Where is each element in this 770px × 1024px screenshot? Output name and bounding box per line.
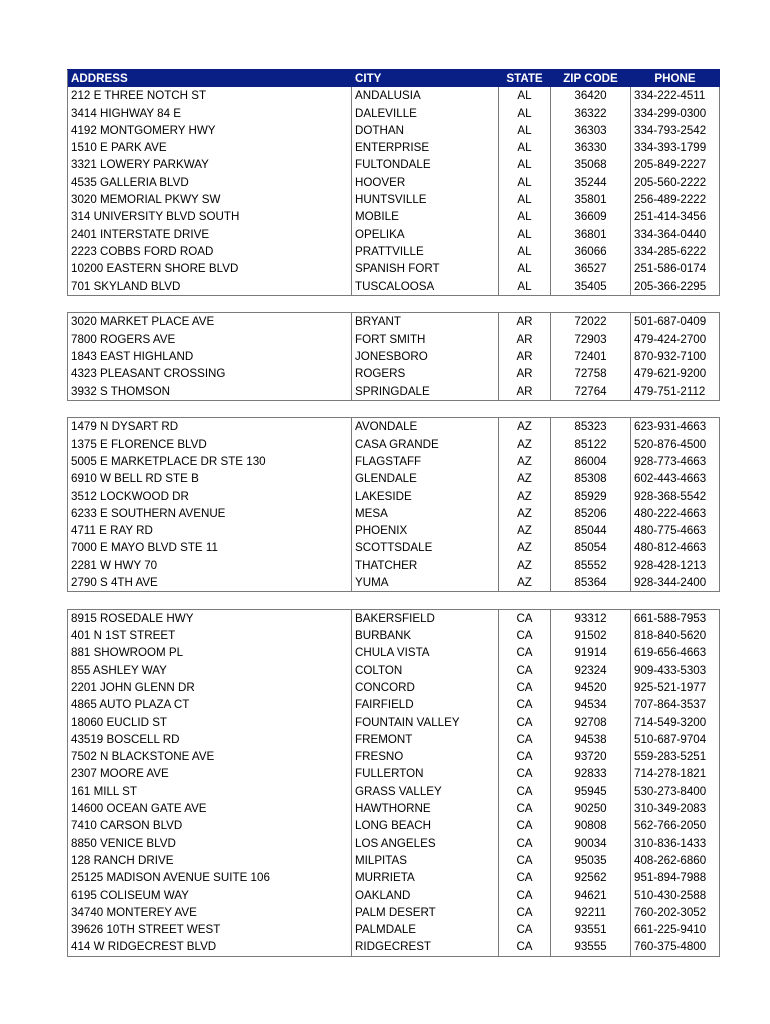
table-row [68, 174, 720, 191]
phone-cell: 408-262-6860 [631, 852, 720, 869]
zip-cell: 90808 [551, 817, 631, 834]
address-cell: 161 MILL ST [68, 783, 352, 800]
table-row [68, 470, 720, 487]
city-cell: HUNTSVILLE [352, 191, 499, 208]
table-body [68, 87, 720, 956]
state-cell: CA [499, 938, 551, 956]
address-cell: 2401 INTERSTATE DRIVE [68, 226, 352, 243]
header-state: STATE [499, 70, 551, 88]
city-cell: ROGERS [352, 365, 499, 382]
phone-cell: 501-687-0409 [631, 313, 720, 331]
state-cell: CA [499, 748, 551, 765]
phone-cell: 205-849-2227 [631, 156, 720, 173]
phone-cell: 334-222-4511 [631, 87, 720, 104]
city-cell: MESA [352, 505, 499, 522]
address-cell: 2223 COBBS FORD ROAD [68, 243, 352, 260]
state-cell: AZ [499, 418, 551, 436]
zip-cell: 93720 [551, 748, 631, 765]
address-cell: 212 E THREE NOTCH ST [68, 87, 352, 104]
table-row [68, 505, 720, 522]
table-row [68, 714, 720, 731]
phone-cell: 928-368-5542 [631, 488, 720, 505]
spacer-cell [68, 400, 720, 418]
address-cell: 25125 MADISON AVENUE SUITE 106 [68, 869, 352, 886]
zip-cell: 36801 [551, 226, 631, 243]
zip-cell: 72903 [551, 331, 631, 348]
city-cell: YUMA [352, 574, 499, 592]
table-row [68, 418, 720, 436]
address-cell: 6910 W BELL RD STE B [68, 470, 352, 487]
city-cell: FULTONDALE [352, 156, 499, 173]
city-cell: MILPITAS [352, 852, 499, 869]
table-row [68, 488, 720, 505]
phone-cell: 310-349-2083 [631, 800, 720, 817]
phone-cell: 480-775-4663 [631, 522, 720, 539]
zip-cell: 72022 [551, 313, 631, 331]
state-cell: CA [499, 662, 551, 679]
phone-cell: 661-588-7953 [631, 609, 720, 627]
table-row [68, 139, 720, 156]
phone-cell: 714-549-3200 [631, 714, 720, 731]
city-cell: CASA GRANDE [352, 436, 499, 453]
city-cell: BURBANK [352, 627, 499, 644]
table-row [68, 226, 720, 243]
state-cell: CA [499, 765, 551, 782]
zip-cell: 36420 [551, 87, 631, 104]
state-cell: AZ [499, 557, 551, 574]
zip-cell: 90034 [551, 835, 631, 852]
address-cell: 4323 PLEASANT CROSSING [68, 365, 352, 382]
table-row [68, 783, 720, 800]
table-row [68, 644, 720, 661]
zip-cell: 35405 [551, 278, 631, 296]
address-cell: 128 RANCH DRIVE [68, 852, 352, 869]
address-cell: 18060 EUCLID ST [68, 714, 352, 731]
phone-cell: 909-433-5303 [631, 662, 720, 679]
zip-cell: 85122 [551, 436, 631, 453]
table-row [68, 383, 720, 401]
table-row [68, 243, 720, 260]
city-cell: HOOVER [352, 174, 499, 191]
zip-cell: 85206 [551, 505, 631, 522]
address-cell: 414 W RIDGECREST BLVD [68, 938, 352, 956]
zip-cell: 94534 [551, 696, 631, 713]
city-cell: LOS ANGELES [352, 835, 499, 852]
zip-cell: 85054 [551, 539, 631, 556]
table-row [68, 191, 720, 208]
address-cell: 3414 HIGHWAY 84 E [68, 105, 352, 122]
header-zip: ZIP CODE [551, 70, 631, 88]
phone-cell: 479-424-2700 [631, 331, 720, 348]
city-cell: SPRINGDALE [352, 383, 499, 401]
state-cell: CA [499, 696, 551, 713]
locations-document [67, 69, 719, 957]
state-cell: AL [499, 243, 551, 260]
state-cell: AZ [499, 488, 551, 505]
table-row [68, 627, 720, 644]
city-cell: LAKESIDE [352, 488, 499, 505]
state-cell: AR [499, 383, 551, 401]
group-spacer [68, 295, 720, 313]
phone-cell: 707-864-3537 [631, 696, 720, 713]
group-spacer [68, 400, 720, 418]
city-cell: THATCHER [352, 557, 499, 574]
phone-cell: 510-430-2588 [631, 887, 720, 904]
state-cell: CA [499, 679, 551, 696]
address-cell: 1479 N DYSART RD [68, 418, 352, 436]
address-cell: 43519 BOSCELL RD [68, 731, 352, 748]
city-cell: FULLERTON [352, 765, 499, 782]
state-cell: CA [499, 783, 551, 800]
state-cell: AZ [499, 436, 551, 453]
state-cell: AL [499, 208, 551, 225]
city-cell: OAKLAND [352, 887, 499, 904]
table-row [68, 208, 720, 225]
state-cell: AZ [499, 470, 551, 487]
city-cell: LONG BEACH [352, 817, 499, 834]
address-cell: 314 UNIVERSITY BLVD SOUTH [68, 208, 352, 225]
header-city: CITY [352, 70, 499, 88]
city-cell: FORT SMITH [352, 331, 499, 348]
city-cell: GRASS VALLEY [352, 783, 499, 800]
state-cell: AL [499, 174, 551, 191]
phone-cell: 951-894-7988 [631, 869, 720, 886]
address-cell: 4192 MONTGOMERY HWY [68, 122, 352, 139]
spacer-cell [68, 592, 720, 610]
address-cell: 6195 COLISEUM WAY [68, 887, 352, 904]
address-cell: 2281 W HWY 70 [68, 557, 352, 574]
city-cell: OPELIKA [352, 226, 499, 243]
phone-cell: 925-521-1977 [631, 679, 720, 696]
state-cell: AZ [499, 522, 551, 539]
zip-cell: 72401 [551, 348, 631, 365]
state-cell: AZ [499, 574, 551, 592]
address-cell: 5005 E MARKETPLACE DR STE 130 [68, 453, 352, 470]
city-cell: FAIRFIELD [352, 696, 499, 713]
state-cell: CA [499, 835, 551, 852]
zip-cell: 85044 [551, 522, 631, 539]
state-cell: CA [499, 800, 551, 817]
city-cell: COLTON [352, 662, 499, 679]
table-row [68, 522, 720, 539]
table-row [68, 921, 720, 938]
city-cell: CHULA VISTA [352, 644, 499, 661]
zip-cell: 72764 [551, 383, 631, 401]
address-cell: 7000 E MAYO BLVD STE 11 [68, 539, 352, 556]
address-cell: 1375 E FLORENCE BLVD [68, 436, 352, 453]
state-cell: AR [499, 348, 551, 365]
zip-cell: 92211 [551, 904, 631, 921]
address-cell: 8915 ROSEDALE HWY [68, 609, 352, 627]
city-cell: FRESNO [352, 748, 499, 765]
phone-cell: 205-560-2222 [631, 174, 720, 191]
address-cell: 2201 JOHN GLENN DR [68, 679, 352, 696]
zip-cell: 92833 [551, 765, 631, 782]
table-row [68, 348, 720, 365]
city-cell: FREMONT [352, 731, 499, 748]
address-cell: 8850 VENICE BLVD [68, 835, 352, 852]
state-cell: AL [499, 226, 551, 243]
table-row [68, 574, 720, 592]
city-cell: FOUNTAIN VALLEY [352, 714, 499, 731]
phone-cell: 623-931-4663 [631, 418, 720, 436]
zip-cell: 91502 [551, 627, 631, 644]
header-row [68, 70, 720, 88]
locations-table [67, 69, 720, 957]
city-cell: JONESBORO [352, 348, 499, 365]
zip-cell: 85364 [551, 574, 631, 592]
state-cell: CA [499, 817, 551, 834]
phone-cell: 870-932-7100 [631, 348, 720, 365]
zip-cell: 36303 [551, 122, 631, 139]
state-cell: CA [499, 714, 551, 731]
city-cell: PALM DESERT [352, 904, 499, 921]
phone-cell: 760-375-4800 [631, 938, 720, 956]
phone-cell: 334-285-6222 [631, 243, 720, 260]
table-row [68, 87, 720, 104]
state-cell: CA [499, 627, 551, 644]
zip-cell: 91914 [551, 644, 631, 661]
phone-cell: 760-202-3052 [631, 904, 720, 921]
table-row [68, 938, 720, 956]
phone-cell: 256-489-2222 [631, 191, 720, 208]
phone-cell: 602-443-4663 [631, 470, 720, 487]
state-cell: CA [499, 887, 551, 904]
city-cell: ANDALUSIA [352, 87, 499, 104]
address-cell: 4711 E RAY RD [68, 522, 352, 539]
table-row [68, 105, 720, 122]
phone-cell: 480-812-4663 [631, 539, 720, 556]
city-cell: ENTERPRISE [352, 139, 499, 156]
table-row [68, 765, 720, 782]
header-address: ADDRESS [68, 70, 352, 88]
state-cell: AL [499, 260, 551, 277]
city-cell: MURRIETA [352, 869, 499, 886]
city-cell: PALMDALE [352, 921, 499, 938]
group-spacer [68, 592, 720, 610]
phone-cell: 251-586-0174 [631, 260, 720, 277]
address-cell: 10200 EASTERN SHORE BLVD [68, 260, 352, 277]
address-cell: 3020 MEMORIAL PKWY SW [68, 191, 352, 208]
state-cell: CA [499, 731, 551, 748]
phone-cell: 559-283-5251 [631, 748, 720, 765]
table-row [68, 904, 720, 921]
phone-cell: 818-840-5620 [631, 627, 720, 644]
state-cell: AR [499, 313, 551, 331]
table-row [68, 609, 720, 627]
phone-cell: 334-793-2542 [631, 122, 720, 139]
state-cell: AL [499, 278, 551, 296]
city-cell: FLAGSTAFF [352, 453, 499, 470]
city-cell: RIDGECREST [352, 938, 499, 956]
address-cell: 1510 E PARK AVE [68, 139, 352, 156]
state-cell: AL [499, 105, 551, 122]
city-cell: HAWTHORNE [352, 800, 499, 817]
state-cell: AL [499, 87, 551, 104]
table-row [68, 453, 720, 470]
zip-cell: 35801 [551, 191, 631, 208]
address-cell: 3512 LOCKWOOD DR [68, 488, 352, 505]
table-row [68, 696, 720, 713]
phone-cell: 480-222-4663 [631, 505, 720, 522]
table-row [68, 835, 720, 852]
zip-cell: 36609 [551, 208, 631, 225]
address-cell: 34740 MONTEREY AVE [68, 904, 352, 921]
zip-cell: 95035 [551, 852, 631, 869]
state-cell: AZ [499, 453, 551, 470]
zip-cell: 92324 [551, 662, 631, 679]
phone-cell: 205-366-2295 [631, 278, 720, 296]
zip-cell: 85929 [551, 488, 631, 505]
state-cell: CA [499, 921, 551, 938]
phone-cell: 928-344-2400 [631, 574, 720, 592]
address-cell: 2790 S 4TH AVE [68, 574, 352, 592]
zip-cell: 36330 [551, 139, 631, 156]
table-row [68, 436, 720, 453]
table-row [68, 887, 720, 904]
zip-cell: 94621 [551, 887, 631, 904]
city-cell: PRATTVILLE [352, 243, 499, 260]
state-cell: AL [499, 139, 551, 156]
zip-cell: 94538 [551, 731, 631, 748]
table-row [68, 731, 720, 748]
zip-cell: 85552 [551, 557, 631, 574]
address-cell: 4865 AUTO PLAZA CT [68, 696, 352, 713]
phone-cell: 334-299-0300 [631, 105, 720, 122]
address-cell: 701 SKYLAND BLVD [68, 278, 352, 296]
table-row [68, 278, 720, 296]
state-cell: CA [499, 609, 551, 627]
state-cell: CA [499, 644, 551, 661]
state-cell: AR [499, 331, 551, 348]
phone-cell: 928-773-4663 [631, 453, 720, 470]
city-cell: AVONDALE [352, 418, 499, 436]
table-row [68, 679, 720, 696]
table-row [68, 156, 720, 173]
city-cell: BAKERSFIELD [352, 609, 499, 627]
city-cell: MOBILE [352, 208, 499, 225]
phone-cell: 562-766-2050 [631, 817, 720, 834]
phone-cell: 661-225-9410 [631, 921, 720, 938]
table-row [68, 365, 720, 382]
city-cell: CONCORD [352, 679, 499, 696]
zip-cell: 85308 [551, 470, 631, 487]
city-cell: DOTHAN [352, 122, 499, 139]
phone-cell: 510-687-9704 [631, 731, 720, 748]
table-row [68, 800, 720, 817]
state-cell: CA [499, 852, 551, 869]
zip-cell: 90250 [551, 800, 631, 817]
phone-cell: 334-393-1799 [631, 139, 720, 156]
phone-cell: 479-621-9200 [631, 365, 720, 382]
city-cell: SCOTTSDALE [352, 539, 499, 556]
phone-cell: 334-364-0440 [631, 226, 720, 243]
address-cell: 401 N 1ST STREET [68, 627, 352, 644]
phone-cell: 619-656-4663 [631, 644, 720, 661]
state-cell: AL [499, 191, 551, 208]
address-cell: 3321 LOWERY PARKWAY [68, 156, 352, 173]
address-cell: 2307 MOORE AVE [68, 765, 352, 782]
zip-cell: 93555 [551, 938, 631, 956]
table-row [68, 869, 720, 886]
table-row [68, 260, 720, 277]
table-row [68, 122, 720, 139]
zip-cell: 85323 [551, 418, 631, 436]
address-cell: 855 ASHLEY WAY [68, 662, 352, 679]
address-cell: 3932 S THOMSON [68, 383, 352, 401]
state-cell: CA [499, 904, 551, 921]
table-row [68, 539, 720, 556]
address-cell: 881 SHOWROOM PL [68, 644, 352, 661]
zip-cell: 36322 [551, 105, 631, 122]
zip-cell: 36066 [551, 243, 631, 260]
city-cell: DALEVILLE [352, 105, 499, 122]
address-cell: 4535 GALLERIA BLVD [68, 174, 352, 191]
address-cell: 7800 ROGERS AVE [68, 331, 352, 348]
address-cell: 7502 N BLACKSTONE AVE [68, 748, 352, 765]
phone-cell: 530-273-8400 [631, 783, 720, 800]
header-phone: PHONE [631, 70, 720, 88]
table-row [68, 331, 720, 348]
zip-cell: 93312 [551, 609, 631, 627]
zip-cell: 93551 [551, 921, 631, 938]
zip-cell: 95945 [551, 783, 631, 800]
phone-cell: 251-414-3456 [631, 208, 720, 225]
city-cell: PHOENIX [352, 522, 499, 539]
address-cell: 14600 OCEAN GATE AVE [68, 800, 352, 817]
zip-cell: 86004 [551, 453, 631, 470]
address-cell: 1843 EAST HIGHLAND [68, 348, 352, 365]
state-cell: AL [499, 156, 551, 173]
table-row [68, 662, 720, 679]
city-cell: BRYANT [352, 313, 499, 331]
city-cell: GLENDALE [352, 470, 499, 487]
address-cell: 39626 10TH STREET WEST [68, 921, 352, 938]
zip-cell: 35244 [551, 174, 631, 191]
table-row [68, 852, 720, 869]
zip-cell: 72758 [551, 365, 631, 382]
state-cell: AL [499, 122, 551, 139]
address-cell: 7410 CARSON BLVD [68, 817, 352, 834]
zip-cell: 92708 [551, 714, 631, 731]
zip-cell: 36527 [551, 260, 631, 277]
address-cell: 6233 E SOUTHERN AVENUE [68, 505, 352, 522]
address-cell: 3020 MARKET PLACE AVE [68, 313, 352, 331]
state-cell: AZ [499, 505, 551, 522]
zip-cell: 92562 [551, 869, 631, 886]
phone-cell: 520-876-4500 [631, 436, 720, 453]
phone-cell: 928-428-1213 [631, 557, 720, 574]
city-cell: SPANISH FORT [352, 260, 499, 277]
phone-cell: 714-278-1821 [631, 765, 720, 782]
state-cell: AZ [499, 539, 551, 556]
spacer-cell [68, 295, 720, 313]
table-row [68, 817, 720, 834]
phone-cell: 479-751-2112 [631, 383, 720, 401]
phone-cell: 310-836-1433 [631, 835, 720, 852]
table-row [68, 313, 720, 331]
zip-cell: 94520 [551, 679, 631, 696]
state-cell: CA [499, 869, 551, 886]
state-cell: AR [499, 365, 551, 382]
table-row [68, 748, 720, 765]
table-row [68, 557, 720, 574]
city-cell: TUSCALOOSA [352, 278, 499, 296]
zip-cell: 35068 [551, 156, 631, 173]
